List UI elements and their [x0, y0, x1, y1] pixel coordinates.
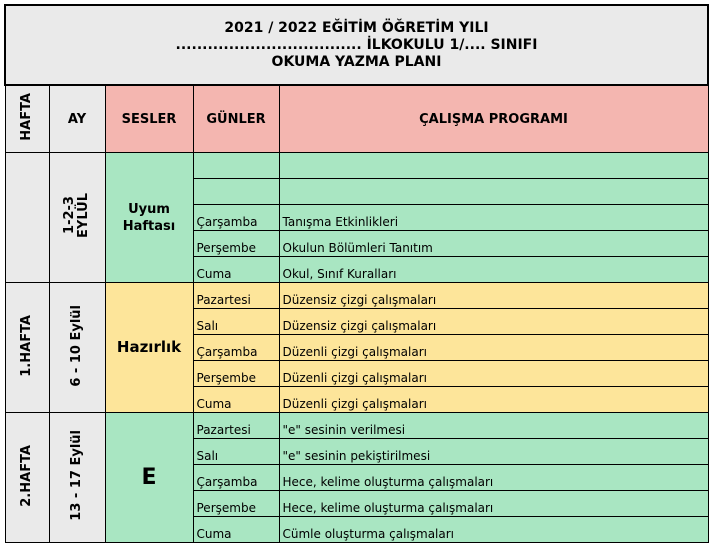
- month-cell: [49, 413, 105, 543]
- table-row: [5, 283, 708, 309]
- title-line-plan: OKUMA YAZMA PLANI: [271, 53, 442, 70]
- day-cell: Salı: [193, 309, 279, 335]
- title-row: [5, 5, 708, 85]
- header-row: [5, 85, 708, 153]
- day-cell: Çarşamba: [193, 205, 279, 231]
- sound-cell: E: [105, 413, 193, 543]
- program-cell: Düzensiz çizgi çalışmaları: [279, 309, 708, 335]
- week-label: 2.HAFTA: [19, 444, 34, 507]
- day-cell: Çarşamba: [193, 335, 279, 361]
- day-cell: Perşembe: [193, 231, 279, 257]
- day-cell: Çarşamba: [193, 465, 279, 491]
- header-gunler: GÜNLER: [193, 85, 279, 153]
- program-cell: Hece, kelime oluşturma çalışmaları: [279, 465, 708, 491]
- title-line-school: ................................... İLKOKULU 1/.... SINIFI: [175, 36, 538, 53]
- day-cell: Cuma: [193, 387, 279, 413]
- program-cell: [279, 179, 708, 205]
- sound-cell: [105, 153, 193, 283]
- sound-cell: Hazırlık: [105, 283, 193, 413]
- program-cell: Cümle oluşturma çalışmaları: [279, 517, 708, 543]
- month-label: 13 - 17 Eylül: [69, 430, 84, 521]
- header-ay: AY: [49, 85, 105, 153]
- week-cell: [5, 283, 49, 413]
- month-label: 1-2-3 EYLÜL: [62, 193, 91, 238]
- plan-table: [4, 4, 709, 543]
- month-label: 6 - 10 Eylül: [69, 304, 84, 387]
- day-cell: Cuma: [193, 517, 279, 543]
- day-cell: Cuma: [193, 257, 279, 283]
- table-row: [5, 413, 708, 439]
- month-cell: [49, 283, 105, 413]
- reading-writing-plan-sheet: [4, 4, 707, 544]
- program-cell: "e" sesinin verilmesi: [279, 413, 708, 439]
- week-cell: [5, 153, 49, 283]
- program-cell: Tanışma Etkinlikleri: [279, 205, 708, 231]
- header-program: ÇALIŞMA PROGRAMI: [279, 85, 708, 153]
- week-label: 1.HAFTA: [19, 314, 34, 377]
- day-cell: Pazartesi: [193, 413, 279, 439]
- program-cell: Düzenli çizgi çalışmaları: [279, 335, 708, 361]
- day-cell: Salı: [193, 439, 279, 465]
- day-cell: Perşembe: [193, 491, 279, 517]
- header-sesler: SESLER: [105, 85, 193, 153]
- month-cell: [49, 153, 105, 283]
- program-cell: Hece, kelime oluşturma çalışmaları: [279, 491, 708, 517]
- sound-label-line2: Haftası: [122, 218, 176, 234]
- title-block: [5, 5, 708, 85]
- program-cell: Düzensiz çizgi çalışmaları: [279, 283, 708, 309]
- program-cell: "e" sesinin pekiştirilmesi: [279, 439, 708, 465]
- program-cell: Düzenli çizgi çalışmaları: [279, 387, 708, 413]
- program-cell: [279, 153, 708, 179]
- header-hafta-label: HAFTA: [19, 93, 34, 141]
- week-cell: [5, 413, 49, 543]
- header-hafta: [5, 85, 49, 153]
- day-cell: [193, 179, 279, 205]
- title-line-year: 2021 / 2022 EĞİTİM ÖĞRETİM YILI: [224, 19, 489, 36]
- program-cell: Düzenli çizgi çalışmaları: [279, 361, 708, 387]
- sound-label-line1: Uyum: [128, 201, 170, 217]
- day-cell: Pazartesi: [193, 283, 279, 309]
- program-cell: Okul, Sınıf Kuralları: [279, 257, 708, 283]
- day-cell: Perşembe: [193, 361, 279, 387]
- table-row: [5, 153, 708, 179]
- day-cell: [193, 153, 279, 179]
- program-cell: Okulun Bölümleri Tanıtım: [279, 231, 708, 257]
